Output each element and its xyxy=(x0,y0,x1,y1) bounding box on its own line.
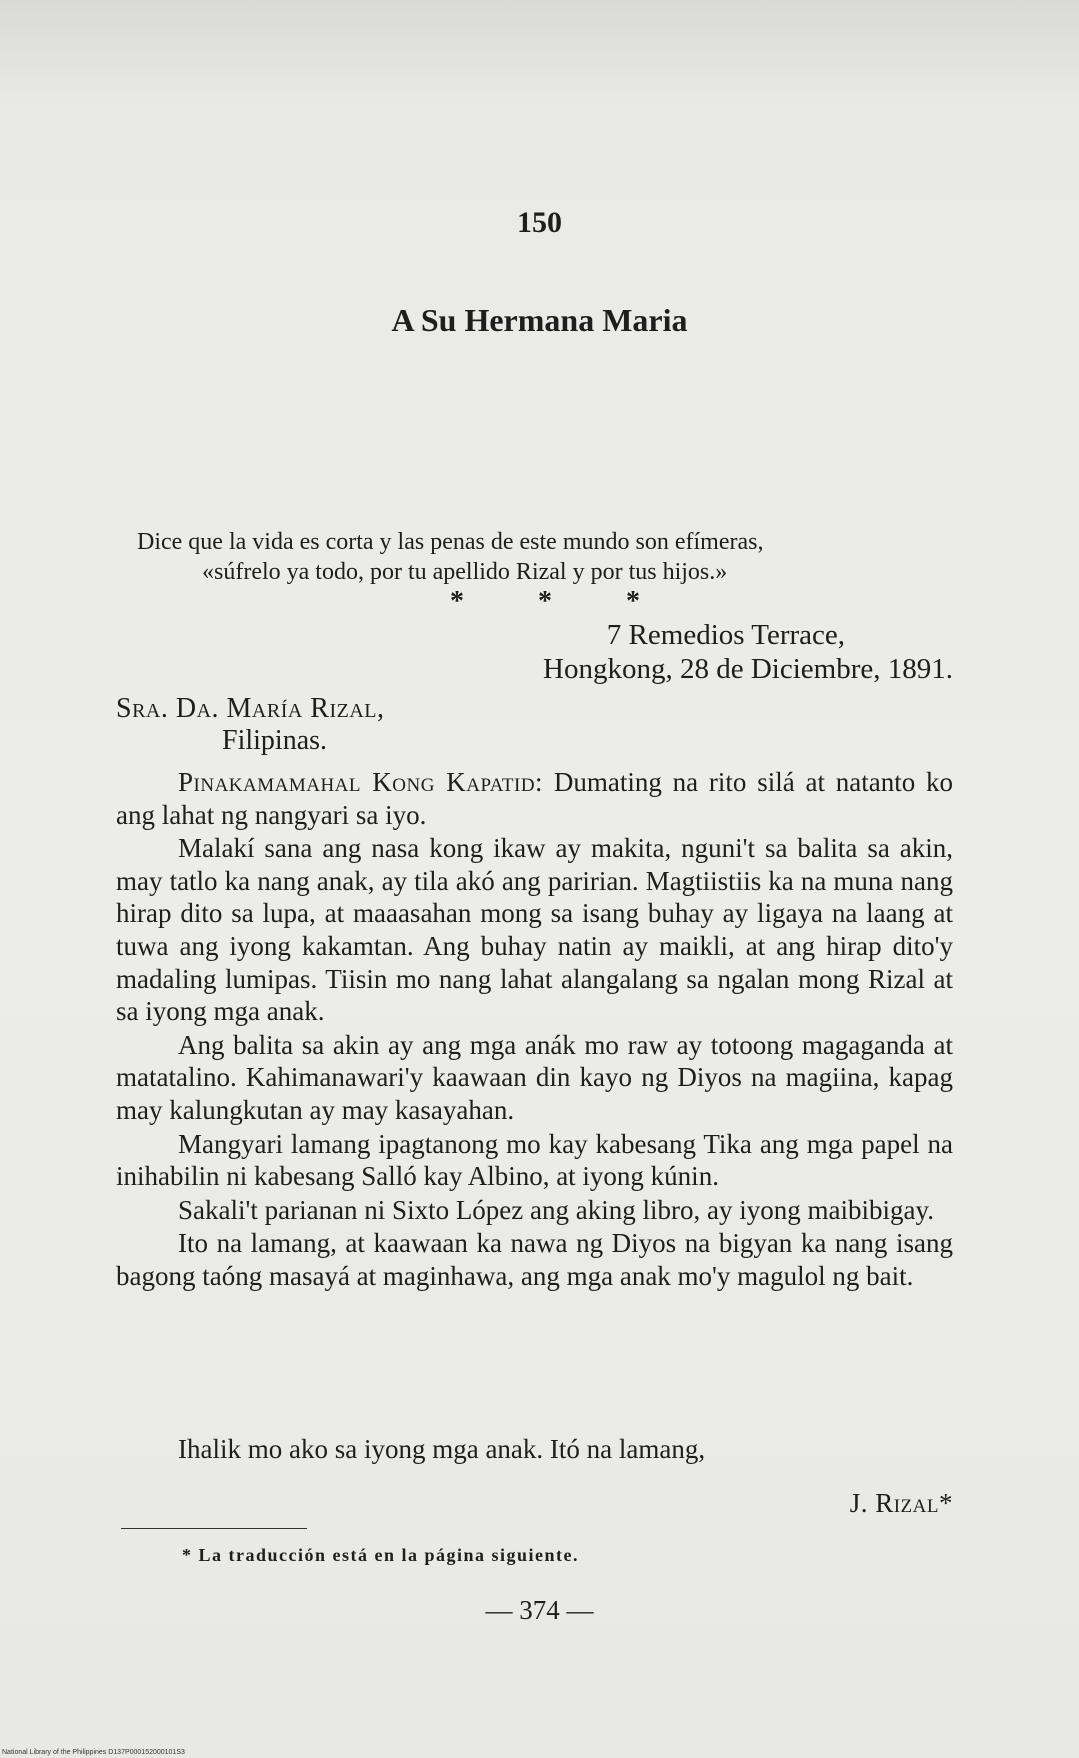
closing-line: Ihalik mo ako sa iyong mga anak. Itó na lamang, xyxy=(178,1434,706,1464)
footnote-rule xyxy=(121,1528,307,1529)
paragraph: Sakali't parianan ni Sixto López ang aking libro, ay iyong maibibigay. xyxy=(178,1194,934,1225)
paragraph: Ang balita sa akin ay ang mga anák mo raw ay totoong magaganda at matatalino. Kahimanawari'y kaawaan din kayo ng Diyos na magiina, kapag may kalungkutan ay may kasayahan. xyxy=(116,1029,953,1125)
salutation: Pinakamamahal Kong Kapatid: xyxy=(178,767,544,797)
folio: — 374 — xyxy=(485,1595,594,1625)
paragraph: Mangyari lamang ipagtanong mo kay kabesang Tika ang mga papel na inihabilin ni kabesang Salló kay Albino, at iyong kúnin. xyxy=(116,1128,953,1192)
address-street: 7 Remedios Terrace, xyxy=(606,619,845,651)
epigraph xyxy=(137,527,927,587)
paragraph: Ito na lamang, at kaawaan ka nawa ng Diyos na bigyan ka nang isang bagong taóng masayá at maginhawa, ang mga anak mo'y magulol ng bait. xyxy=(116,1228,953,1291)
paragraph: Malakí sana ang nasa kong ikaw ay makita, nguni't sa balita sa akin, may tatlo ka nang anak, ay tila akó ang paririan. Magtiistiis ka na muna nang hirap dito sa lupa, at maaasahan mong sa isang buhay ay ligaya na laang at tuwa ang iyong kakamtan. Ang buhay natin ay maikli, at ang hirap dito'y madaling lumipas. Tiisin mo nang lahat alangalang sa ngalan mong Rizal at sa iyong mga anak. xyxy=(116,833,953,1027)
address-place-date: Hongkong, 28 de Diciembre, 1891. xyxy=(543,653,953,685)
recipient-name: Sra. Da. María Rizal, xyxy=(116,693,385,724)
paragraph-text: Dumating na rito silá at natanto ko ang lahat ng nangyari sa iyo. xyxy=(116,767,954,830)
letter-body xyxy=(116,766,953,1293)
footnote: * La traducción está en la página siguiente. xyxy=(182,1545,580,1565)
bleed-through-shadow xyxy=(110,70,960,490)
signature: J. Rizal* xyxy=(849,1488,953,1518)
recipient-block xyxy=(116,693,385,757)
asterisk-icon: * xyxy=(450,586,464,617)
recipient-place: Filipinas. xyxy=(222,725,328,756)
archive-credit: National Library of the Philippines D137P000152000101S3 xyxy=(2,1749,185,1756)
asterism-separator xyxy=(450,586,640,618)
asterisk-icon: * xyxy=(538,586,552,617)
paragraph xyxy=(116,766,953,831)
epigraph-line-2: «súfrelo ya todo, por tu apellido Rizal y por tus hijos.» xyxy=(202,559,728,585)
page-number: 150 xyxy=(517,206,562,239)
sender-address xyxy=(543,618,953,686)
letter-title: A Su Hermana Maria xyxy=(391,302,688,338)
asterisk-icon: * xyxy=(626,586,640,617)
epigraph-line-1: Dice que la vida es corta y las penas de este mundo son efímeras, xyxy=(137,529,764,555)
